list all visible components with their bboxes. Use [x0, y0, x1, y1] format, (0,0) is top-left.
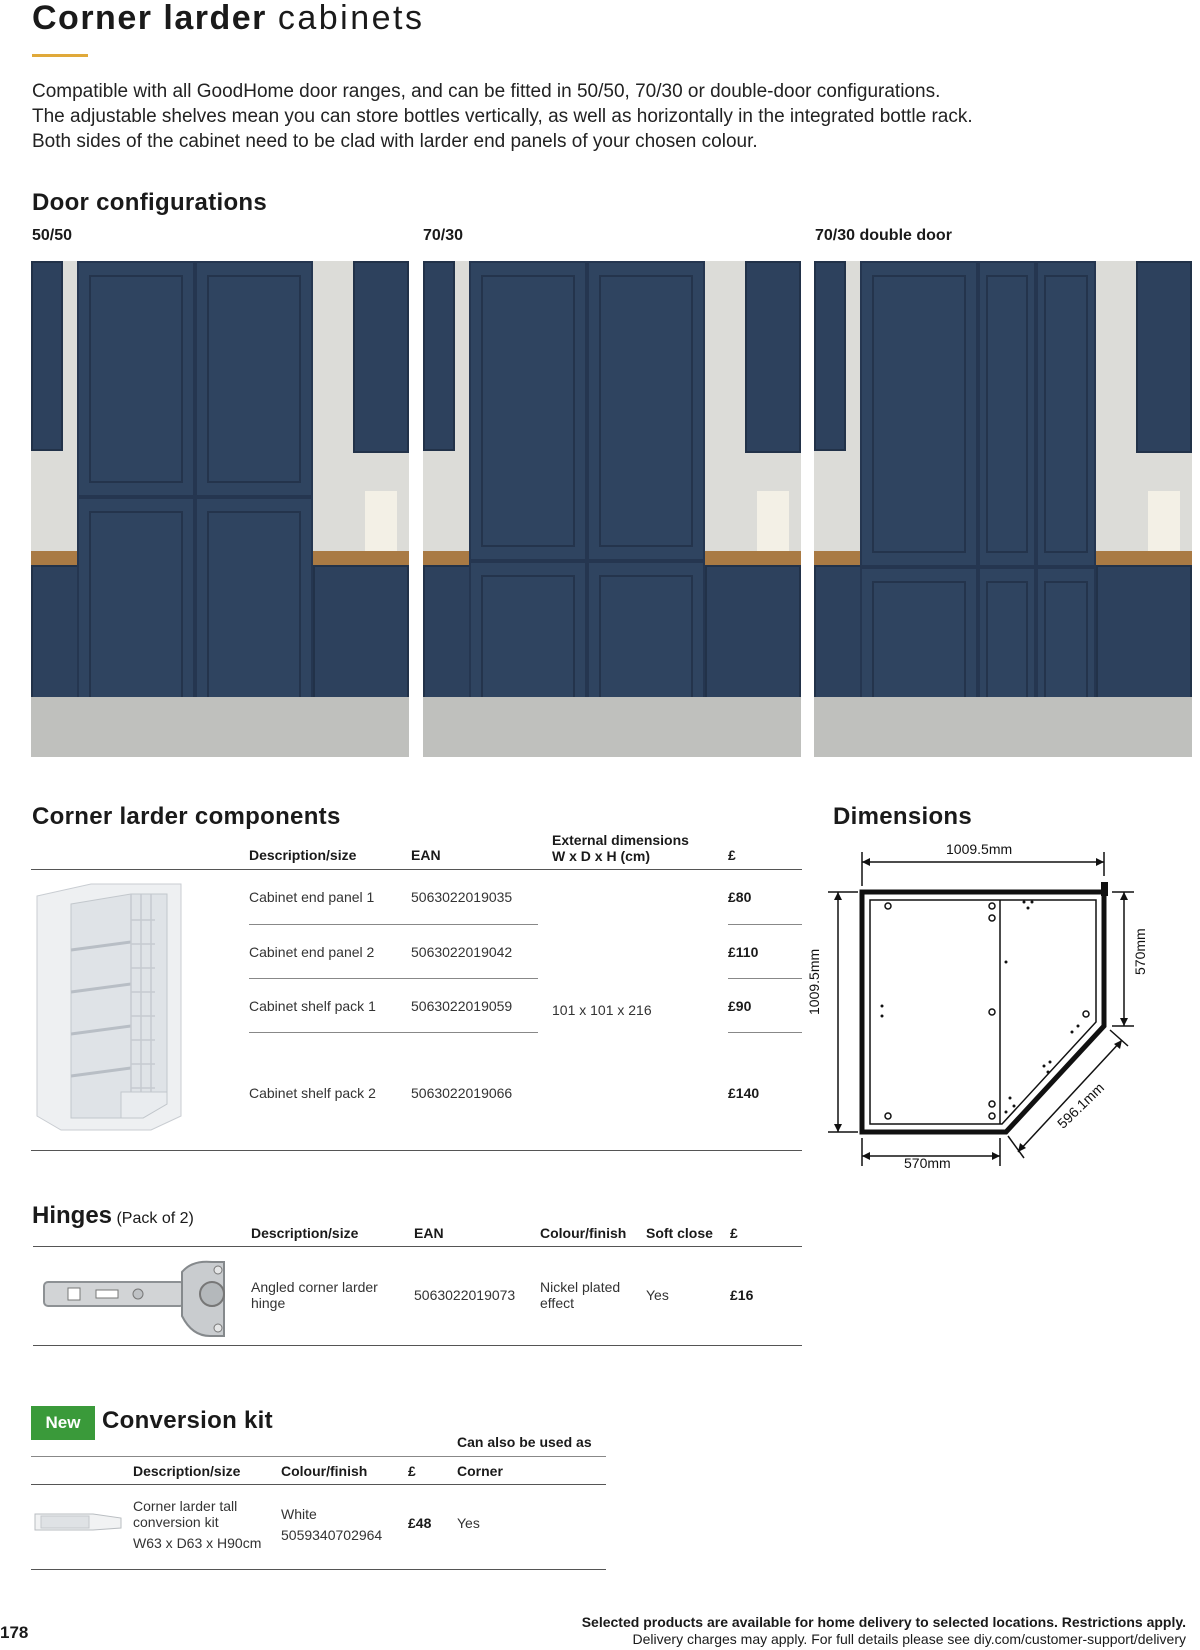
conversion-bottom-rule	[31, 1569, 606, 1570]
new-badge: New	[31, 1406, 95, 1440]
conversion-description-2: conversion kit	[133, 1514, 219, 1530]
hinge-ean: 5063022019073	[414, 1287, 516, 1303]
intro-line-1: Compatible with all GoodHome door ranges, and can be fitted in 50/50, 70/30 or double-door configurations.	[32, 81, 941, 102]
title-light: cabinets	[277, 0, 425, 37]
dim-diagonal: 596.1mm	[1054, 1079, 1108, 1132]
component-row-2-ean: 5063022019042	[411, 944, 513, 960]
dim-bottom-width: 570mm	[904, 1155, 951, 1171]
conversion-top-rule	[31, 1456, 606, 1457]
conversion-corner: Yes	[457, 1515, 480, 1531]
config-label-7030-double: 70/30 double door	[815, 227, 952, 244]
component-row-2-description: Cabinet end panel 2	[249, 944, 375, 960]
conversion-also-used-as: Can also be used as	[457, 1434, 592, 1450]
cabinet-illustration	[31, 880, 183, 1142]
components-header-description: Description/size	[249, 847, 357, 863]
component-row-4-price: £140	[728, 1085, 760, 1101]
config-label-7030: 70/30	[423, 227, 464, 244]
component-row-4-description: Cabinet shelf pack 2	[249, 1085, 376, 1101]
hinges-header-rule	[33, 1246, 802, 1247]
component-row-rule	[249, 924, 538, 925]
page-number: 178	[0, 1623, 29, 1642]
components-header-rule	[31, 869, 802, 870]
component-row-3-ean: 5063022019059	[411, 998, 513, 1014]
hinges-header-soft-close: Soft close	[646, 1225, 713, 1241]
conversion-ean: 5059340702964	[281, 1527, 383, 1543]
config-photo-7030-double	[814, 261, 1192, 757]
footer-note	[582, 1614, 1186, 1648]
component-row-rule	[249, 978, 538, 979]
dimensions-diagram	[818, 836, 1148, 1176]
component-row-2-price: £110	[728, 944, 759, 960]
config-photo-7030	[423, 261, 801, 757]
hinge-colour-2: effect	[540, 1295, 574, 1311]
conversion-description-3: W63 x D63 x H90cm	[133, 1535, 262, 1551]
intro-line-2: The adjustable shelves mean you can store bottles vertically, as well as horizontally in the integrated bottle rack.	[32, 106, 973, 127]
component-row-rule	[728, 1032, 802, 1033]
components-header-price: £	[728, 847, 736, 863]
conversion-price: £48	[408, 1515, 432, 1531]
components-dimensions-value: 101 x 101 x 216	[552, 1002, 652, 1018]
component-row-rule	[249, 1032, 538, 1033]
hinges-header-price: £	[730, 1225, 738, 1241]
dim-top-width: 1009.5mm	[946, 841, 1013, 857]
hinge-description-1: Angled corner larder	[251, 1279, 378, 1295]
conversion-description-1: Corner larder tall	[133, 1498, 238, 1514]
component-row-rule	[728, 924, 802, 925]
components-bottom-rule	[31, 1150, 802, 1151]
hinges-header-description: Description/size	[251, 1225, 359, 1241]
page-title	[32, 0, 425, 36]
conversion-kit-heading: Conversion kit	[102, 1407, 273, 1434]
hinges-bottom-rule	[33, 1345, 802, 1346]
hinges-header-colour: Colour/finish	[540, 1225, 627, 1241]
dim-left-height: 1009.5mm	[806, 948, 822, 1015]
components-header-ean: EAN	[411, 847, 441, 863]
components-header-dims-1: External dimensions	[552, 832, 689, 848]
hinge-price: £16	[730, 1287, 754, 1303]
component-row-3-description: Cabinet shelf pack 1	[249, 998, 376, 1014]
component-row-1-ean: 5063022019035	[411, 889, 513, 905]
footer-line-1: Selected products are available for home delivery to selected locations. Restrictions apply.	[581, 1614, 1186, 1630]
door-configurations-heading: Door configurations	[32, 189, 268, 216]
hinge-description-2: hinge	[251, 1295, 286, 1311]
conversion-kit-illustration	[33, 1508, 123, 1532]
title-accent-line	[32, 54, 88, 57]
title-bold: Corner larder	[32, 0, 267, 37]
component-row-4-ean: 5063022019066	[411, 1085, 513, 1101]
hinge-illustration	[42, 1252, 238, 1340]
conversion-header-colour: Colour/finish	[281, 1463, 368, 1479]
config-label-5050: 50/50	[32, 227, 73, 244]
components-header-dims-2: W x D x H (cm)	[552, 848, 651, 864]
conversion-header-corner: Corner	[457, 1463, 503, 1479]
intro-text	[32, 79, 1132, 154]
component-row-1-description: Cabinet end panel 1	[249, 889, 375, 905]
dimensions-heading: Dimensions	[833, 803, 973, 830]
hinge-colour-1: Nickel plated	[540, 1279, 621, 1295]
conversion-header-price: £	[408, 1463, 416, 1479]
components-heading: Corner larder components	[32, 803, 341, 830]
dim-right-side: 570mm	[1132, 928, 1148, 975]
hinges-heading-group	[32, 1202, 194, 1230]
footer-line-2: Delivery charges may apply. For full details please see diy.com/customer-support/delivery	[632, 1631, 1186, 1647]
hinges-heading: Hinges	[32, 1202, 113, 1229]
component-row-3-price: £90	[728, 998, 752, 1014]
conversion-header-description: Description/size	[133, 1463, 241, 1479]
conversion-colour: White	[281, 1506, 317, 1522]
intro-line-3: Both sides of the cabinet need to be clad with larder end panels of your chosen colour.	[32, 131, 758, 152]
conversion-header-rule	[31, 1484, 606, 1485]
hinges-subheading: (Pack of 2)	[116, 1210, 194, 1227]
component-row-rule	[728, 978, 802, 979]
config-photo-5050	[31, 261, 409, 757]
component-row-1-price: £80	[728, 889, 752, 905]
hinges-header-ean: EAN	[414, 1225, 444, 1241]
hinge-soft-close: Yes	[646, 1287, 669, 1303]
